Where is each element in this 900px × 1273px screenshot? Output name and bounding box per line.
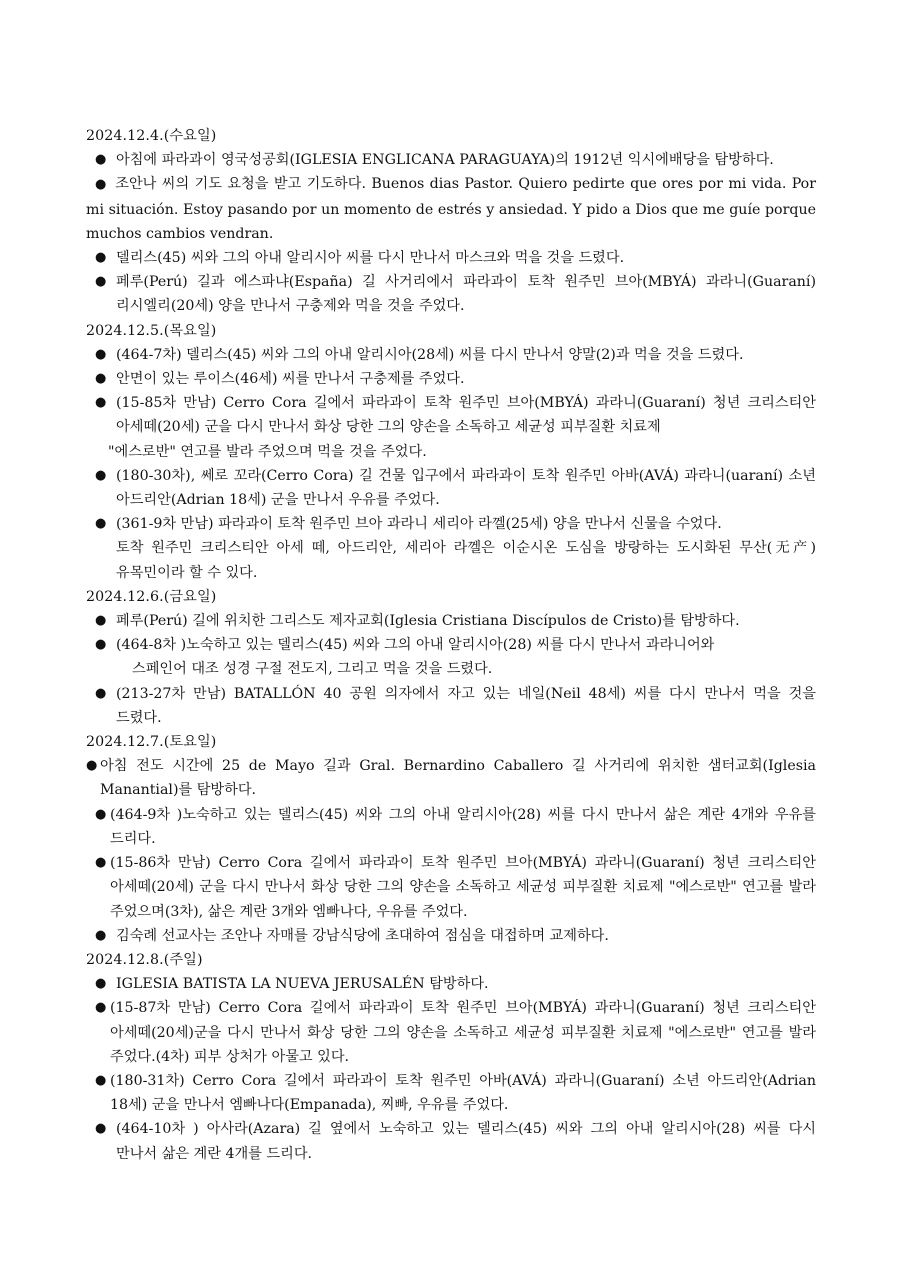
entry-date: 2024.12.8.(주일) xyxy=(86,951,203,968)
list-item: ● (464-7차) 델리스(45) 씨와 그의 아내 알리시아(28세) 씨를 다시 만나서 양말(2)과 먹을 것을 드렸다. xyxy=(86,343,816,367)
list-item-continuation: 스페인어 대조 성경 구절 전도지, 그리고 먹을 것을 드렸다. xyxy=(132,661,493,678)
list-item: ● (361-9차 만남) 파라과이 토착 원주민 브아 과라니 세리아 라껠(25세) 양을 만나서 신물을 수었다. xyxy=(86,512,816,536)
bullet-icon: ● xyxy=(95,516,107,532)
list-item: ● (464-9차 )노숙하고 있는 델리스(45) 씨와 그의 아내 알리시아(28) 씨를 다시 만나서 삶은 계란 4개와 우유를 드리다. xyxy=(86,803,816,851)
document-page xyxy=(86,124,816,1166)
bullet-icon: ● xyxy=(95,613,107,629)
bullet-icon: ● xyxy=(95,685,107,701)
list-item: ● 조안나 씨의 기도 요청을 받고 기도하다. Buenos dias Pastor. Quiero pedirte que ores por mi vida. Por mi situación. Estoy pasando por un momento de estrés y ansiedad. Y pido a Dios que me guíe porque muchos cambios vendran. xyxy=(86,176,817,242)
list-item: ● (180-31차) Cerro Cora 길에서 파라과이 토착 원주민 아바(AVÁ) 과라니(Guaraní) 소년 아드리안(Adrian 18세) 군을 만나서 엠빠나다(Empanada), 찌빠, 우유를 주었다. xyxy=(86,1069,816,1117)
list-item: ● (15-85차 만남) Cerro Cora 길에서 파라과이 토착 원주민 브아(MBYÁ) 과라니(Guaraní) 청년 크리스티안 아세떼(20세) 군을 다시 만나서 화상 당한 그의 양손을 소독하고 세균성 피부질환 치료제 xyxy=(86,391,816,439)
bullet-icon: ● xyxy=(95,1072,107,1088)
list-item-continuation: "에스로반" 연고를 발라 주었으며 먹을 것을 주었다. xyxy=(108,443,427,460)
bullet-icon: ● xyxy=(95,371,107,387)
bullet-icon: ● xyxy=(95,467,107,483)
list-item: ● (213-27차 만남) BATALLÓN 40 공원 의자에서 자고 있는 네일(Neil 48세) 씨를 다시 만나서 먹을 것을 드렸다. xyxy=(86,682,816,730)
bullet-icon: ● xyxy=(95,855,107,871)
list-item: ● 델리스(45) 씨와 그의 아내 알리시아 씨를 다시 만나서 마스크와 먹을 것을 드렸다. xyxy=(86,246,816,270)
bullet-icon: ● xyxy=(95,927,107,943)
bullet-icon: ● xyxy=(95,177,108,193)
entry-date: 2024.12.5.(목요일) xyxy=(86,322,217,339)
bullet-icon: ● xyxy=(95,1121,107,1137)
bullet-icon: ● xyxy=(95,637,107,653)
entry-date: 2024.12.6.(금요일) xyxy=(86,588,217,605)
list-item: ● (180-30차), 쎄로 꼬라(Cerro Cora) 길 건물 입구에서 파라과이 토착 원주민 아바(AVÁ) 과라니(uaraní) 소년 아드리안(Adrian 18세) 군을 만나서 우유를 주었다. xyxy=(86,464,816,512)
bullet-icon: ● xyxy=(95,976,107,992)
list-item: ● (15-86차 만남) Cerro Cora 길에서 파라과이 토착 원주민 브아(MBYÁ) 과라니(Guaraní) 청년 크리스티안 아세떼(20세) 군을 다시 만나서 화상 당한 그의 양손을 소독하고 세균성 피부질환 치료제 "에스로반" 연고를 발라 주었으며(3차), 삶은 계란 3개와 엠빠나다, 우유를 주었다. xyxy=(86,851,816,924)
list-item: ● IGLESIA BATISTA LA NUEVA JERUSALÉN 탐방하다. xyxy=(86,972,816,996)
list-item: ● 페루(Perú) 길과 에스파냐(España) 길 사거리에서 파라과이 토착 원주민 브아(MBYÁ) 과라니(Guaraní) 리시엘리(20세) 양을 만나서 구충제와 먹을 것을 주었다. xyxy=(86,270,816,318)
list-item: ● 아침 전도 시간에 25 de Mayo 길과 Gral. Bernardino Caballero 길 사거리에 위치한 샘터교회(Iglesia Manantial)를 탐방하다. xyxy=(86,754,816,802)
bullet-icon: ● xyxy=(95,250,107,266)
bullet-icon: ● xyxy=(95,806,107,822)
bullet-icon: ● xyxy=(95,346,107,362)
list-item: ● 페루(Perú) 길에 위치한 그리스도 제자교회(Iglesia Cristiana Discípulos de Cristo)를 탐방하다. xyxy=(86,609,816,633)
list-item-continuation: 토착 원주민 크리스티안 아세 떼, 아드리안, 세리아 라껠은 이순시온 도심을 방랑하는 도시화된 무산(无产) 유목민이라 할 수 있다. xyxy=(116,540,816,581)
bullet-icon: ● xyxy=(95,274,107,290)
entry-date: 2024.12.7.(토요일) xyxy=(86,734,217,751)
list-item: ● (15-87차 만남) Cerro Cora 길에서 파라과이 토착 원주민 브아(MBYÁ) 과라니(Guaraní) 청년 크리스티안 아세떼(20세)군을 다시 만나서 화상 당한 그의 양손을 소독하고 세균성 피부질환 치료제 "에스로반" 연고를 발라 주었다.(4차) 피부 상처가 아물고 있다. xyxy=(86,996,816,1069)
list-item: ● (464-8차 )노숙하고 있는 델리스(45) 씨와 그의 아내 알리시아(28) 씨를 다시 만나서 과라니어와 xyxy=(86,633,816,657)
list-item: ● 안면이 있는 루이스(46세) 씨를 만나서 구충제를 주었다. xyxy=(86,367,816,391)
bullet-icon: ● xyxy=(95,152,107,168)
list-item: ● (464-10차 ) 아사라(Azara) 길 옆에서 노숙하고 있는 델리스(45) 씨와 그의 아내 알리시아(28) 씨를 다시 만나서 삶은 계란 4개를 드리다. xyxy=(86,1117,816,1165)
bullet-icon: ● xyxy=(95,1000,107,1016)
bullet-icon: ● xyxy=(86,758,98,774)
entry-date: 2024.12.4.(수요일) xyxy=(86,128,217,144)
bullet-icon: ● xyxy=(95,395,107,411)
list-item: ● 아침에 파라과이 영국성공회(IGLESIA ENGLICANA PARAGUAYA)의 1912년 익시에배당을 탐방하다. xyxy=(86,148,816,172)
list-item: ● 김숙례 선교사는 조안나 자매를 강남식당에 초대하여 점심을 대접하며 교제하다. xyxy=(86,924,816,948)
